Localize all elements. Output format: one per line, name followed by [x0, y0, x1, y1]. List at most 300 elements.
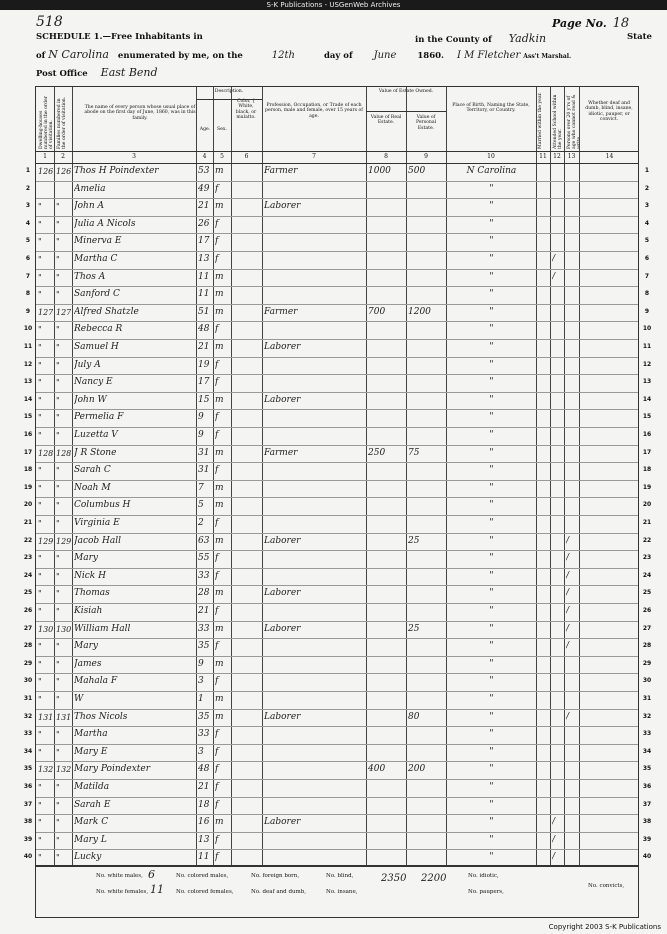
sex: m	[215, 658, 224, 669]
family-number: 126	[56, 167, 71, 176]
dwelling-number: "	[38, 290, 42, 300]
table-row	[36, 374, 640, 392]
blind-label: No. blind,	[326, 873, 354, 879]
sex: f	[215, 729, 219, 740]
age: 19	[198, 359, 210, 370]
birthplace: "	[489, 852, 494, 863]
column-number: 5	[220, 153, 224, 160]
sex: f	[215, 218, 219, 229]
birthplace: "	[489, 289, 494, 300]
birthplace: "	[489, 254, 494, 264]
illiterate-mark: /	[566, 711, 570, 722]
birthplace: "	[489, 359, 494, 370]
dwelling-number: "	[38, 677, 42, 687]
column-number: 11	[539, 153, 547, 160]
white-females-value: 11	[150, 883, 164, 896]
line-number: 19	[23, 483, 33, 491]
line-number: 35	[642, 765, 652, 773]
dwelling-number: "	[38, 202, 42, 212]
line-number: 24	[642, 571, 652, 579]
birthplace: "	[489, 676, 494, 687]
person-name: J R Stone	[74, 447, 117, 458]
line-number: 21	[23, 519, 33, 526]
dwelling-number: "	[38, 255, 42, 264]
person-name: Thos Nicols	[74, 711, 128, 722]
line-number: 33	[642, 730, 652, 738]
line-number: 3	[644, 202, 650, 210]
person-name: Permelia F	[74, 412, 124, 423]
page-number: 18	[612, 16, 630, 31]
family-number: "	[56, 237, 60, 247]
age: 21	[198, 201, 210, 212]
personal-estate-value: 25	[408, 623, 420, 634]
line-number: 10	[23, 325, 33, 333]
line-number: 1	[644, 167, 650, 174]
dwelling-number: "	[38, 325, 42, 335]
header-rule	[36, 151, 638, 152]
table-row	[36, 321, 640, 339]
table-row	[36, 691, 640, 709]
county-value: Yadkin	[508, 32, 547, 45]
col-7-header: Profession, Occupation, or Trade of each person, male and female, over 15 years of age.	[265, 103, 363, 119]
table-row	[36, 445, 640, 463]
paupers-label: No. paupers,	[468, 889, 504, 895]
family-number: 129	[56, 536, 71, 546]
family-number: "	[56, 343, 60, 352]
age: 33	[198, 729, 210, 740]
birthplace: "	[489, 236, 494, 247]
illiterate-mark: /	[566, 535, 570, 546]
state-value: N Carolina	[48, 48, 109, 61]
occupation: Farmer	[264, 447, 298, 458]
column-number: 14	[605, 153, 614, 160]
dwelling-number: "	[38, 589, 42, 599]
line-number: 28	[23, 642, 33, 650]
dwelling-number: 132	[38, 765, 53, 775]
line-number: 8	[25, 290, 31, 298]
age: 13	[198, 834, 210, 845]
dwelling-number: "	[38, 642, 42, 652]
table-row	[36, 357, 640, 375]
illiterate-mark: /	[566, 606, 570, 616]
column-number: 2	[61, 153, 65, 160]
age: 26	[198, 218, 210, 229]
illiterate-mark: /	[566, 623, 570, 634]
line-number: 34	[642, 747, 652, 755]
person-name: Alfred Shatzle	[74, 306, 139, 317]
line-number: 38	[23, 818, 33, 826]
family-number: "	[56, 835, 60, 845]
line-number: 39	[23, 835, 33, 843]
dwelling-number: 127	[38, 307, 53, 317]
col-6-header: Color, { White, black, or mulatto.	[235, 99, 257, 121]
dwelling-number: "	[38, 659, 42, 669]
age: 9	[198, 658, 204, 669]
school-mark: /	[552, 271, 556, 282]
table-row	[36, 621, 640, 639]
column-number: 9	[424, 153, 428, 160]
dwelling-number: "	[38, 466, 42, 476]
birthplace: "	[489, 834, 494, 845]
line-number: 5	[25, 237, 31, 245]
person-name: Columbus H	[74, 500, 131, 511]
line-number: 33	[23, 730, 33, 738]
person-name: Minerva E	[74, 236, 122, 247]
line-number: 20	[23, 501, 33, 509]
line-number: 15	[642, 413, 652, 421]
family-number: "	[56, 395, 60, 405]
age: 3	[198, 676, 204, 687]
line-number: 13	[23, 378, 33, 386]
line-number: 15	[23, 413, 33, 421]
person-name: Jacob Hall	[74, 535, 122, 546]
family-number: "	[56, 571, 60, 581]
sex: f	[215, 799, 219, 810]
family-number: "	[56, 431, 60, 440]
person-name: Samuel H	[74, 342, 119, 352]
dwelling-number: "	[38, 607, 42, 616]
family-number: "	[56, 677, 60, 687]
birthplace: "	[489, 623, 494, 634]
sex: m	[215, 588, 224, 599]
colored-males-label: No. colored males,	[176, 873, 229, 879]
person-name: Rebecca R	[74, 324, 123, 335]
sheet-number: 518	[36, 14, 63, 30]
family-number: "	[56, 554, 60, 564]
dwelling-number: "	[38, 783, 42, 792]
sex: f	[215, 183, 219, 194]
age: 21	[198, 606, 210, 616]
table-row	[36, 304, 640, 322]
age: 13	[198, 254, 210, 264]
sex: f	[215, 641, 219, 652]
birthplace: "	[489, 729, 494, 740]
birthplace: "	[489, 570, 494, 581]
personal-estate-total: 2200	[421, 873, 447, 884]
line-number: 25	[23, 589, 33, 597]
page-label: Page No.	[552, 17, 607, 30]
line-number: 10	[642, 325, 652, 333]
idiotic-label: No. idiotic,	[468, 873, 499, 879]
birthplace: "	[489, 746, 494, 757]
real-estate-value: 250	[368, 447, 386, 458]
line-number: 27	[642, 624, 652, 632]
table-row	[36, 709, 640, 727]
table-row	[36, 339, 640, 357]
line-number: 13	[642, 378, 652, 386]
real-estate-value: 1000	[368, 166, 391, 176]
dwelling-number: "	[38, 413, 42, 423]
table-row	[36, 409, 640, 427]
age: 17	[198, 377, 210, 388]
table-row	[36, 603, 640, 621]
family-number: 127	[56, 307, 71, 317]
sex: f	[215, 254, 219, 264]
line-number: 23	[642, 554, 652, 562]
age: 49	[198, 183, 210, 194]
age: 21	[198, 342, 210, 352]
line-number: 11	[23, 343, 33, 350]
dwelling-number: 130	[38, 624, 53, 634]
personal-estate-value: 25	[408, 535, 420, 546]
column-number: 4	[202, 153, 207, 160]
table-row	[36, 198, 640, 216]
line-number: 29	[23, 659, 33, 667]
line-number: 31	[642, 695, 652, 702]
age: 53	[198, 166, 210, 176]
age: 15	[198, 394, 210, 405]
family-number: "	[56, 290, 60, 300]
sex: f	[215, 782, 219, 792]
age: 28	[198, 588, 210, 599]
family-number: "	[56, 519, 60, 528]
family-number: "	[56, 783, 60, 792]
line-number: 35	[23, 765, 33, 773]
post-office-value: East Bend	[100, 66, 158, 79]
occupation: Laborer	[264, 623, 301, 634]
line-number: 36	[642, 783, 652, 790]
sex: f	[215, 852, 219, 863]
dwelling-number: "	[38, 237, 42, 247]
birthplace: "	[489, 447, 494, 458]
family-number: "	[56, 800, 60, 810]
person-name: Martha	[74, 729, 108, 740]
birthplace: "	[489, 641, 494, 652]
illiterate-mark: /	[566, 570, 570, 581]
sex: m	[215, 817, 224, 828]
estate-header: Value of Estate Owned.	[378, 89, 434, 94]
age: 18	[198, 799, 210, 810]
line-number: 7	[25, 272, 31, 280]
family-number: 130	[56, 624, 71, 634]
col-10-header: Place of Birth, Naming the State, Territory, or Country.	[452, 103, 530, 114]
table-row	[36, 568, 640, 586]
real-estate-total: 2350	[381, 873, 407, 884]
age: 35	[198, 711, 210, 722]
person-name: Sarah C	[74, 465, 111, 476]
line-number: 18	[642, 466, 652, 474]
line-number: 14	[23, 395, 33, 403]
person-name: Thos H Poindexter	[74, 166, 159, 176]
table-row	[36, 163, 640, 181]
line-number: 32	[23, 712, 33, 720]
table-row	[36, 427, 640, 445]
birthplace: "	[489, 324, 494, 335]
enumeration-line: of N Carolina enumerated by me, on the 12th day of June 1860. I M Fletcher Ass't Marshal.	[36, 48, 572, 61]
sex: m	[215, 500, 224, 511]
family-number: "	[56, 219, 60, 229]
age: 9	[198, 412, 204, 423]
line-number: 2	[644, 184, 650, 192]
birthplace: "	[489, 482, 494, 493]
table-row	[36, 233, 640, 251]
age: 35	[198, 641, 210, 652]
dwelling-number: "	[38, 483, 42, 493]
sex: m	[215, 694, 224, 704]
description-header: Description.	[214, 89, 244, 94]
summary-footer	[35, 866, 639, 918]
line-number: 37	[23, 800, 33, 808]
col-12-header: Attended School within the year.	[553, 94, 563, 149]
line-number: 6	[644, 255, 650, 262]
column-number: 12	[553, 153, 561, 160]
birthplace: "	[489, 782, 494, 792]
sex: m	[215, 482, 224, 493]
person-name: Mary	[74, 641, 98, 652]
birthplace: "	[489, 430, 494, 440]
person-name: Thos A	[74, 271, 106, 282]
dwelling-number: "	[38, 747, 42, 757]
line-number: 37	[642, 800, 652, 808]
line-number: 12	[23, 360, 33, 368]
col-2-header: Families numbered in the order of visitation.	[57, 96, 67, 149]
line-number: 40	[23, 853, 33, 861]
birthplace: "	[489, 694, 494, 704]
illiterate-mark: /	[566, 641, 570, 652]
person-name: July A	[74, 359, 101, 370]
table-row	[36, 797, 640, 815]
family-number: "	[56, 413, 60, 423]
dwelling-number: "	[38, 501, 42, 511]
real-estate-value: 400	[368, 764, 386, 775]
col-14-header: Whether deaf and dumb, blind, insane, idiotic, pauper, or convict.	[585, 101, 633, 123]
family-number: "	[56, 325, 60, 335]
header-divider	[196, 99, 262, 100]
age: 11	[198, 289, 210, 300]
person-name: Mary	[74, 553, 98, 564]
table-row	[36, 814, 640, 832]
family-number: "	[56, 378, 60, 388]
dwelling-number: "	[38, 272, 42, 282]
dwelling-number: "	[38, 818, 42, 828]
birthplace: "	[489, 306, 494, 317]
county-line: in the County of Yadkin	[415, 32, 547, 45]
line-number: 3	[25, 202, 31, 210]
family-number: 132	[56, 765, 71, 775]
line-number: 9	[644, 307, 650, 315]
page-number-label	[552, 16, 629, 31]
birthplace: N Carolina	[466, 166, 517, 176]
archive-banner: S-K Publications - USGenWeb Archives	[0, 0, 667, 10]
family-number: "	[56, 360, 60, 370]
sex: f	[215, 430, 219, 440]
table-row	[36, 779, 640, 797]
person-name: Mary L	[74, 834, 107, 845]
age: 1	[198, 694, 204, 704]
line-number: 5	[644, 237, 650, 245]
personal-estate-value: 500	[408, 166, 426, 176]
column-number: 3	[132, 153, 136, 160]
col-13-header: Persons over 20 y'rs of age who cannot read & write.	[567, 94, 582, 149]
person-name: William Hall	[74, 623, 131, 634]
sex: f	[215, 570, 219, 581]
age: 16	[198, 817, 210, 828]
dwelling-number: "	[38, 519, 42, 528]
person-name: Virginia E	[74, 518, 120, 528]
line-number: 2	[25, 184, 31, 192]
line-number: 7	[644, 272, 650, 280]
dwelling-number: "	[38, 571, 42, 581]
birthplace: "	[489, 394, 494, 405]
family-number: "	[56, 730, 60, 740]
header-divider	[366, 111, 446, 112]
family-number: "	[56, 483, 60, 493]
person-name: Mahala F	[74, 676, 118, 687]
person-name: Luzetta V	[74, 430, 118, 440]
line-number: 38	[642, 818, 652, 826]
personal-estate-value: 1200	[408, 306, 431, 317]
line-number: 32	[642, 712, 652, 720]
birthplace: "	[489, 183, 494, 194]
person-name: Julia A Nicols	[74, 218, 136, 229]
real-estate-value: 700	[368, 306, 386, 317]
school-mark: /	[552, 254, 556, 264]
line-number: 22	[23, 536, 33, 544]
sex: f	[215, 465, 219, 476]
occupation: Laborer	[264, 342, 301, 352]
column-number: 6	[244, 153, 249, 160]
day-value: 12th	[271, 50, 295, 61]
birthplace: "	[489, 817, 494, 828]
age: 21	[198, 782, 210, 792]
person-name: Martha C	[74, 254, 118, 264]
sex: m	[215, 447, 224, 458]
birthplace: "	[489, 271, 494, 282]
line-number: 31	[23, 695, 33, 702]
personal-estate-value: 200	[408, 764, 426, 775]
birthplace: "	[489, 500, 494, 511]
age: 11	[198, 852, 210, 863]
school-mark: /	[552, 834, 556, 845]
sex: f	[215, 359, 219, 370]
age: 63	[198, 535, 210, 546]
person-name: Amelia	[74, 183, 106, 194]
person-name: Nancy E	[74, 377, 113, 388]
occupation: Laborer	[264, 394, 301, 405]
family-number: "	[56, 659, 60, 669]
occupation: Laborer	[264, 588, 301, 599]
age: 33	[198, 570, 210, 581]
col-3-header: The name of every person whose usual place of abode on the first day of June, 1860, was in this family.	[84, 105, 196, 121]
person-name: Sarah E	[74, 799, 111, 810]
personal-estate-value: 80	[408, 711, 420, 722]
line-number: 4	[25, 219, 31, 227]
line-number: 26	[642, 607, 652, 614]
table-row	[36, 726, 640, 744]
column-number: 8	[384, 153, 388, 160]
column-number: 1	[43, 153, 47, 160]
convicts-label: No. convicts,	[588, 883, 625, 889]
dwelling-number: "	[38, 395, 42, 405]
occupation: Laborer	[264, 817, 301, 828]
age: 9	[198, 430, 204, 440]
birthplace: "	[489, 518, 494, 528]
age: 31	[198, 447, 210, 458]
dwelling-number: "	[38, 853, 42, 863]
occupation: Farmer	[264, 306, 298, 317]
birthplace: "	[489, 535, 494, 546]
birthplace: "	[489, 658, 494, 669]
sex: f	[215, 236, 219, 247]
line-number: 21	[642, 519, 652, 526]
sex: m	[215, 271, 224, 282]
sex: m	[215, 201, 224, 212]
column-number: 13	[567, 153, 576, 160]
line-number: 22	[642, 536, 652, 544]
illiterate-mark: /	[566, 553, 570, 564]
post-office-line: Post Office East Bend	[36, 66, 158, 79]
line-number: 26	[23, 607, 33, 614]
